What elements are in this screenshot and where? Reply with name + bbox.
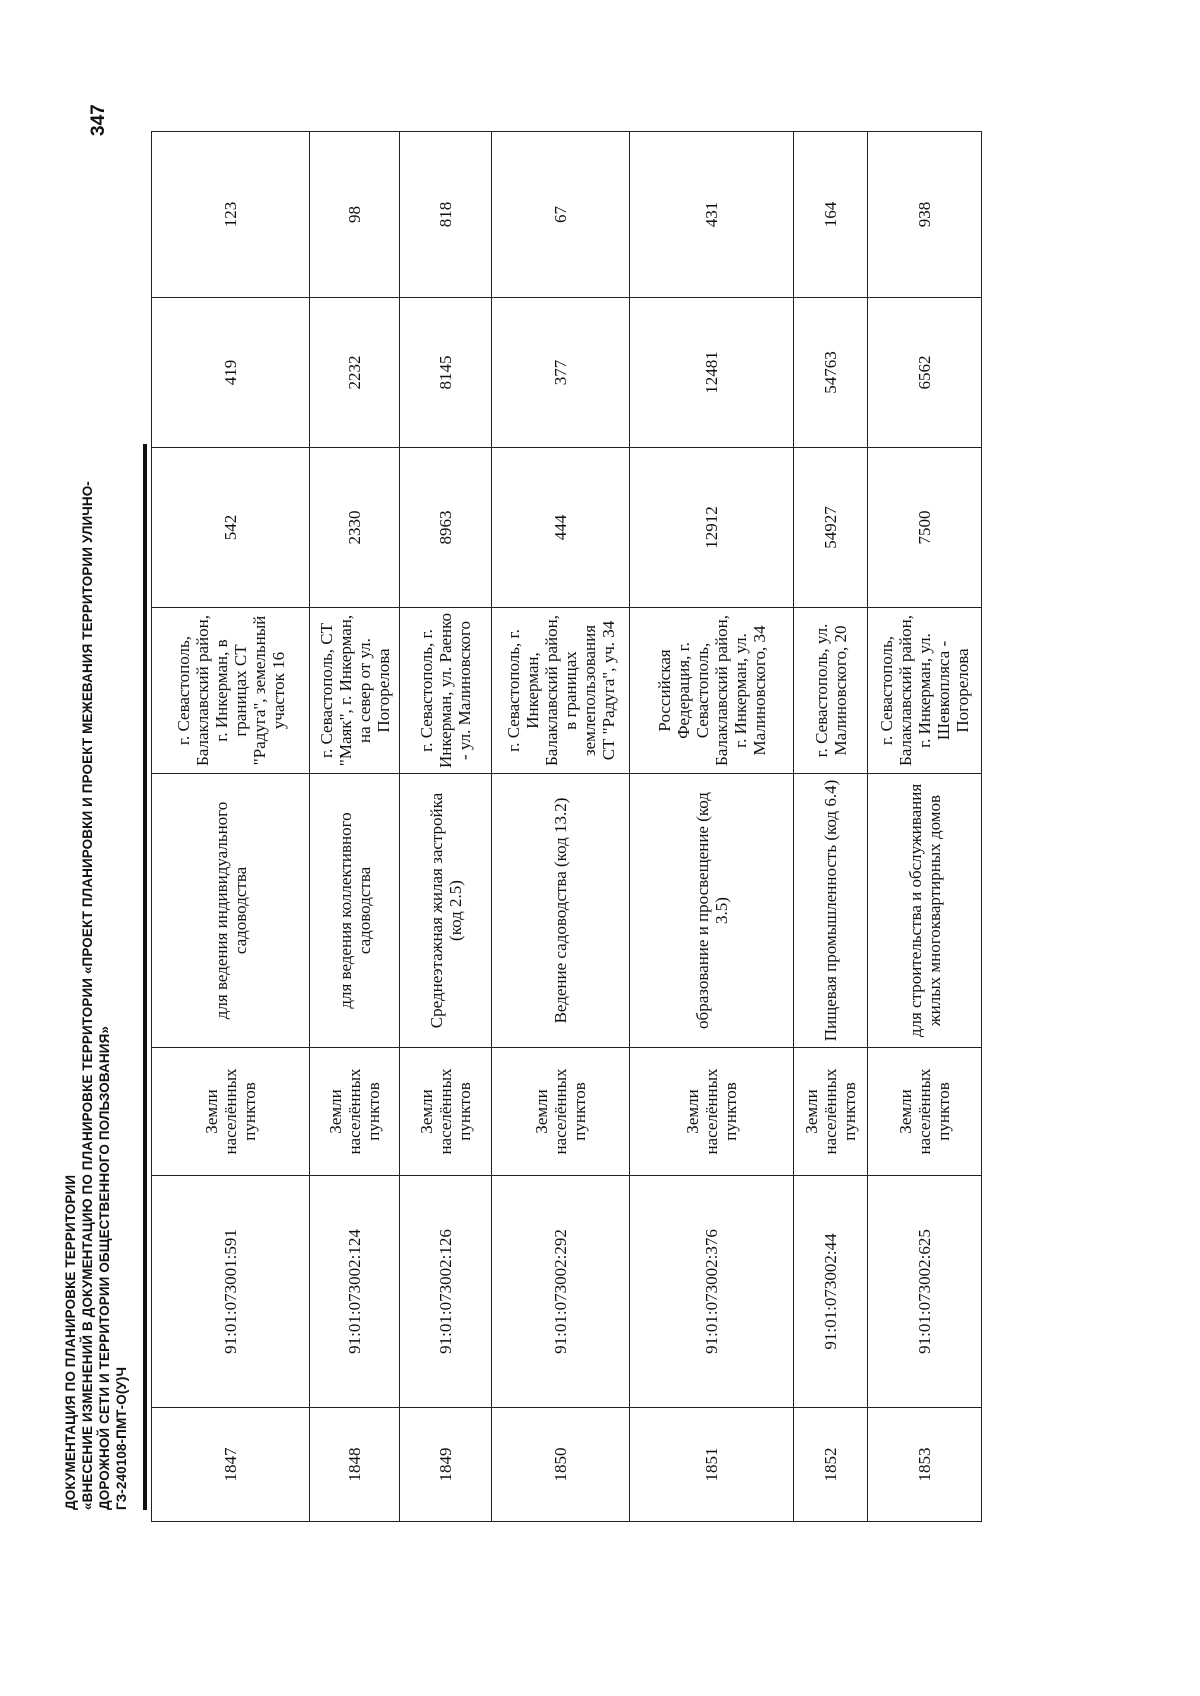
area-remaining: 8145 bbox=[400, 298, 492, 448]
area-remaining: 6562 bbox=[868, 298, 982, 448]
area-withdrawn: 67 bbox=[492, 132, 630, 298]
land-category: Земли населённых пунктов bbox=[310, 1048, 400, 1176]
address: г. Севастополь, Балаклавский район, г. Инкерман, ул. Шевкопляса - Погорелова bbox=[868, 608, 982, 774]
area-remaining: 12481 bbox=[630, 298, 794, 448]
row-number: 1851 bbox=[630, 1408, 794, 1522]
permitted-use: для строительства и обслуживания жилых многоквартирных домов bbox=[868, 774, 982, 1048]
area-total: 12912 bbox=[630, 448, 794, 608]
area-total: 7500 bbox=[868, 448, 982, 608]
header-line-4: ГЗ-240108-ПМТ-О(У)Ч bbox=[114, 1366, 129, 1510]
cadastral-number: 91:01:073002:44 bbox=[794, 1176, 868, 1408]
header-line-1: ДОКУМЕНТАЦИЯ ПО ПЛАНИРОВКЕ ТЕРРИТОРИИ bbox=[63, 1174, 78, 1510]
header-rule bbox=[143, 444, 147, 1510]
land-category: Земли населённых пунктов bbox=[400, 1048, 492, 1176]
land-category: Земли населённых пунктов bbox=[152, 1048, 310, 1176]
land-category: Земли населённых пунктов bbox=[794, 1048, 868, 1176]
area-withdrawn: 164 bbox=[794, 132, 868, 298]
table-row bbox=[400, 132, 492, 1522]
row-number: 1847 bbox=[152, 1408, 310, 1522]
area-withdrawn: 123 bbox=[152, 132, 310, 298]
row-number: 1850 bbox=[492, 1408, 630, 1522]
header-line-3: ДОРОЖНОЙ СЕТИ И ТЕРРИТОРИИ ОБЩЕСТВЕННОГО ПОЛЬЗОВАНИЯ» bbox=[97, 1026, 112, 1510]
area-total: 2330 bbox=[310, 448, 400, 608]
cadastral-number: 91:01:073002:124 bbox=[310, 1176, 400, 1408]
area-remaining: 419 bbox=[152, 298, 310, 448]
land-plots-table bbox=[151, 131, 982, 1522]
cadastral-number: 91:01:073002:376 bbox=[630, 1176, 794, 1408]
permitted-use: Среднеэтажная жилая застройка (код 2.5) bbox=[400, 774, 492, 1048]
permitted-use: для ведения коллективного садоводства bbox=[310, 774, 400, 1048]
header-line-2: «ВНЕСЕНИЕ ИЗМЕНЕНИЙ В ДОКУМЕНТАЦИЮ ПО ПЛАНИРОВКЕ ТЕРРИТОРИИ «ПРОЕКТ ПЛАНИРОВКИ И ПРОЕКТ МЕЖЕВАНИЯ ТЕРРИТОРИИ УЛИЧНО- bbox=[80, 481, 95, 1510]
row-number: 1849 bbox=[400, 1408, 492, 1522]
row-number: 1852 bbox=[794, 1408, 868, 1522]
area-total: 54927 bbox=[794, 448, 868, 608]
cadastral-number: 91:01:073002:625 bbox=[868, 1176, 982, 1408]
area-withdrawn: 431 bbox=[630, 132, 794, 298]
address: г. Севастополь, г. Инкерман, ул. Раенко - ул. Малиновского bbox=[400, 608, 492, 774]
land-category: Земли населённых пунктов bbox=[492, 1048, 630, 1176]
table-row bbox=[152, 132, 310, 1522]
area-remaining: 54763 bbox=[794, 298, 868, 448]
area-withdrawn: 98 bbox=[310, 132, 400, 298]
document-header bbox=[62, 260, 130, 1510]
permitted-use: Пищевая промышленность (код 6.4) bbox=[794, 774, 868, 1048]
permitted-use: образование и просвещение (код 3.5) bbox=[630, 774, 794, 1048]
table-row bbox=[868, 132, 982, 1522]
table-row bbox=[630, 132, 794, 1522]
row-number: 1848 bbox=[310, 1408, 400, 1522]
table-row bbox=[492, 132, 630, 1522]
row-number: 1853 bbox=[868, 1408, 982, 1522]
address: г. Севастополь, Балаклавский район, г. Инкерман, в границах СТ "Радуга", земельный участок 16 bbox=[152, 608, 310, 774]
area-withdrawn: 818 bbox=[400, 132, 492, 298]
area-remaining: 377 bbox=[492, 298, 630, 448]
area-remaining: 2232 bbox=[310, 298, 400, 448]
address: г. Севастополь, СТ "Маяк", г. Инкерман, на север от ул. Погорелова bbox=[310, 608, 400, 774]
address: г. Севастополь, ул. Малиновского, 20 bbox=[794, 608, 868, 774]
cadastral-number: 91:01:073002:292 bbox=[492, 1176, 630, 1408]
area-total: 444 bbox=[492, 448, 630, 608]
page-number: 347 bbox=[88, 104, 109, 136]
land-category: Земли населённых пунктов bbox=[868, 1048, 982, 1176]
table-row bbox=[310, 132, 400, 1522]
cadastral-number: 91:01:073001:591 bbox=[152, 1176, 310, 1408]
permitted-use: Ведение садоводства (код 13.2) bbox=[492, 774, 630, 1048]
area-total: 542 bbox=[152, 448, 310, 608]
address: г. Севастополь, г. Инкерман, Балаклавский район, в границах землепользования СТ "Радуга", уч. 34 bbox=[492, 608, 630, 774]
permitted-use: для ведения индивидуального садоводства bbox=[152, 774, 310, 1048]
land-category: Земли населённых пунктов bbox=[630, 1048, 794, 1176]
area-withdrawn: 938 bbox=[868, 132, 982, 298]
address: Российская Федерация, г. Севастополь, Балаклавский район, г. Инкерман, ул. Малиновского, 34 bbox=[630, 608, 794, 774]
table-row bbox=[794, 132, 868, 1522]
cadastral-number: 91:01:073002:126 bbox=[400, 1176, 492, 1408]
area-total: 8963 bbox=[400, 448, 492, 608]
